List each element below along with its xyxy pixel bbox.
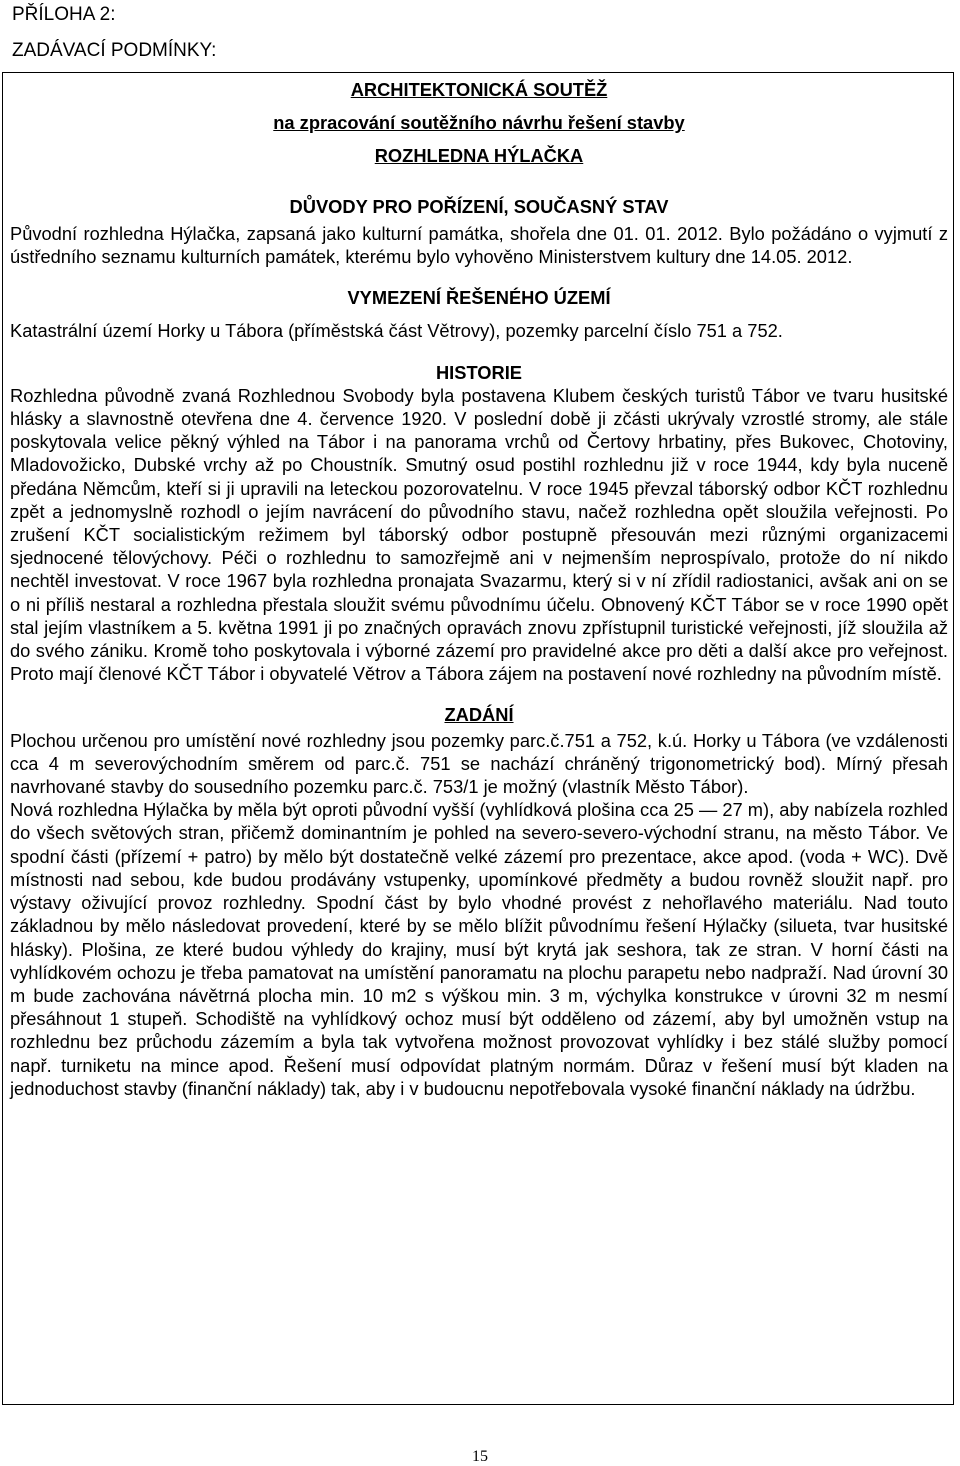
object-title: ROZHLEDNA HÝLAČKA xyxy=(374,145,584,167)
reasons-heading: DŮVODY PRO POŘÍZENÍ, SOUČASNÝ STAV xyxy=(289,195,669,217)
competition-subject: na zpracování soutěžního návrhu řešení stavby xyxy=(273,112,685,134)
assignment-heading: ZADÁNÍ xyxy=(444,704,514,726)
competition-title: ARCHITEKTONICKÁ SOUTĚŽ xyxy=(350,79,608,100)
assignment-text-1: Plochou určenou pro umístění nové rozhledny jsou pozemky parc.č.751 a 752, k.ú. Horky u Tábora (ve vzdálenosti cca 4 m severovýchodním směrem od parc.č. 751 se nachází chráněný trigonometrický bod). Mírný přesah navrhované stavby do sousedního pozemku parc.č. 753/1 je možný (vlastník Město Tábor). xyxy=(10,729,948,798)
annex-label: PŘÍLOHA 2: xyxy=(12,4,116,25)
area-heading: VYMEZENÍ ŘEŠENÉHO ÚZEMÍ xyxy=(347,287,611,309)
reasons-text: Původní rozhledna Hýlačka, zapsaná jako kulturní památka, shořela dne 01. 01. 2012. Bylo požádáno o vyjmutí z ústředního seznamu kulturních památek, kterému bylo vyhověno Ministerstvem kultury dne 14.05. 2012. xyxy=(10,222,948,268)
page-number: 15 xyxy=(472,1448,488,1465)
history-text: Rozhledna původně zvaná Rozhlednou Svobody byla postavena Klubem českých turistů Tábor ve tvaru husitské hlásky a slavnostně otevřena dne 4. července 1920. V poslední době ji zčásti ukrývaly vzrostlé stromy, ale stále poskytovala velice pěkný výhled na Tábor i na panorama vrchů od Čertovy hrbatiny, přes Bukovec, Chotoviny, Mladovožicko, Dubské vrchy až po Choustník. Smutný osud postihl rozhlednu již v roce 1944, kdy byla nuceně předána Němcům, kteří si ji upravili na leteckou pozorovatelnu. V roce 1945 převzal táborský odbor KČT rozhlednu zpět a jednomyslně rozhodl o jejím navrácení do původního stavu, načež rozhledna opět sloužila veřejnosti. Po zrušení KČT socialistickým režimem byl táborský odbor postupně přesouván mezi různými organizacemi sjednocené tělovýchovy. Péči o rozhlednu to samozřejmě ani v nejmenším neprospívalo, protože do ní nikdo nechtěl investovat. V roce 1967 byla rozhledna pronajata Svazarmu, který si v ní zřídil radiostanici, avšak ani on se o ni příliš nestaral a rozhledna přestala sloužit svému původnímu účelu. Obnovený KČT Tábor se v roce 1990 opět stal jejím vlastníkem a 5. května 1991 ji po značných opravách znovu zpřístupnil turistické veřejnosti, jíž sloužila až do svého zániku. Kromě toho poskytovala i výborné zázemí pro pravidelné akce pro děti a další akce pro veřejnost. Proto mají členové KČT Tábor i obyvatelé Větrov a Tábora zájem na postavení nové rozhledny na původním místě. xyxy=(10,384,948,685)
tender-conditions-label: ZADÁVACÍ PODMÍNKY: xyxy=(12,40,217,61)
assignment-text-2: Nová rozhledna Hýlačka by měla být oproti původní vyšší (vyhlídková plošina cca 25 — 27 m), aby nabízela rozhled do všech světových stran, přičemž dominantním je pohled na severo-severo-východní stranu, na město Tábor. Ve spodní části (přízemí + patro) by mělo být dostatečně velké zázemí pro prezentace, akce apod. (voda + WC). Dvě místnosti nad sebou, kde budou prodávány vstupenky, upomínkové předměty a budou rovněž sloužit např. pro výstavy oživující provoz rozhledny. Spodní část by bylo vhodné provést z nehořlavého materiálu. Nad touto základnou by mělo následovat provedení, které by se mělo blížit původnímu řešení Hýlačky (silueta, tvar husitské hlásky). Plošina, ze které budou výhledy do krajiny, musí být krytá jak seshora, tak ze stran. V horní části na vyhlídkovém ochozu je třeba pamatovat na umístění panoramatu na plochu parapetu nebo nadpraží. Nad úrovní 30 m bude zachována návětrná plocha min. 10 m2 s výškou min. 3 m, výchylka konstrukce v úrovni 32 m nesmí přesáhnout 1 stupeň. Schodiště na vyhlídkový ochoz musí být odděleno od zázemí, aby byl umožněn vstup na rozhlednu bez průchodu zázemím a byla tak vytvořena možnost provozovat vyhlídky i bez stálé služby pomocí např. turniketu na mince apod. Řešení musí odpovídat platným normám. Důraz v řešení musí být kladen na jednoduchost stavby (finanční náklady) tak, aby i v budoucnu nepotřebovala vysoké finanční náklady na údržbu. xyxy=(10,799,948,1099)
area-text: Katastrální území Horky u Tábora (příměstská část Větrovy), pozemky parcelní číslo 751 a 752. xyxy=(10,320,783,342)
history-heading: HISTORIE xyxy=(435,361,522,383)
document-content xyxy=(10,76,948,1100)
